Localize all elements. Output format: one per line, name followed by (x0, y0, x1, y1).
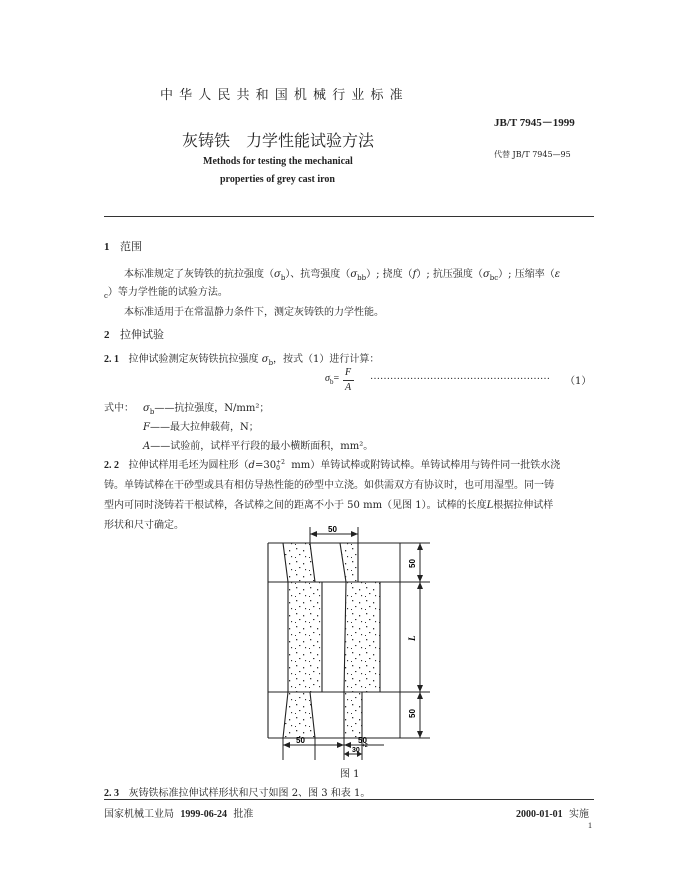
clause-2-2-line2: 铸。单铸试棒在干砂型或具有相仿导热性能的砂型中立浇。如供需双方有协议时，也可用湿型。同一铸 (104, 480, 554, 491)
arrow (417, 582, 423, 589)
clause-number: 2. 1 (104, 354, 119, 365)
section-title: 拉伸试验 (120, 328, 164, 341)
symbol: f (412, 269, 417, 280)
formula-leader-dots: ……………………………………………… (370, 371, 550, 382)
text-run: ）; 抗压强度（ (416, 269, 483, 280)
section-number: 2 (104, 329, 110, 341)
text-run: ）; 挠度（ (366, 269, 413, 280)
footer-issue (104, 805, 253, 820)
arrow (417, 685, 423, 692)
arrow (351, 531, 358, 537)
text-run: =30 (254, 460, 277, 471)
arrow (417, 692, 423, 699)
dimension-label-length: L (407, 635, 417, 641)
tolerance-upper: +2 (276, 458, 285, 466)
title-en-line1: Methods for testing the mechanical (203, 156, 353, 167)
subscript: b (329, 378, 334, 386)
figure-1-caption: 图 1 (340, 769, 360, 780)
symbol: L (486, 500, 494, 511)
subscript: bc (489, 274, 499, 282)
subscript: b (280, 274, 286, 282)
section-title: 范围 (120, 240, 142, 253)
dimension-label-right-bottom: 50 (408, 709, 417, 718)
document-title: 灰铸铁 力学性能试验方法 (182, 131, 375, 150)
text-run: mm）单铸试棒或附铸试棒。单铸试棒用与铸件同一批铁水浇 (291, 460, 561, 471)
approved-label: 批准 (233, 809, 254, 820)
subscript: b (149, 408, 155, 416)
symbol: σ (274, 269, 281, 280)
arrow (337, 742, 344, 748)
cast-bar-left (283, 543, 322, 738)
arrow (417, 731, 423, 738)
dimension-label-diameter: 30 (352, 747, 360, 754)
clause-2-2-line4: 形状和尺寸确定。 (104, 520, 184, 531)
issuer: 国家机械工业局 (104, 809, 174, 820)
arrow (344, 751, 349, 757)
equals-sign: = (333, 373, 340, 384)
subscript: b (268, 359, 274, 367)
title-en-line2: properties of grey cast iron (220, 174, 335, 185)
footer-implement (516, 805, 589, 820)
org-title: 中 华 人 民 共 和 国 机 械 行 业 标 准 (160, 88, 404, 103)
dimension-label-top: 50 (328, 525, 337, 534)
standard-number: JB/T 7945－1999 (494, 117, 575, 129)
cast-bar-right (340, 543, 380, 738)
symbol: σ (143, 403, 150, 414)
text-run: ——抗拉强度，N/mm²； (154, 403, 270, 414)
text-run: ，按式（1）进行计算： (273, 354, 380, 365)
dimension-label-bottom-mid: 50 (358, 736, 367, 745)
where-label: 式中： (104, 403, 134, 414)
text-run: ——最大拉伸载荷，N； (149, 422, 259, 433)
formula-denominator: A (345, 382, 352, 393)
text-run: 根据拉伸试样 (493, 500, 554, 511)
tolerance-lower: 0 (276, 464, 280, 472)
footer-rule (104, 799, 594, 800)
text-run: ）、抗弯强度（ (285, 269, 351, 280)
text-run: 型内可同时浇铸若干根试棒，各试棒之间的距离不小于 50 mm（见图 1）。试棒的长度 (104, 500, 487, 511)
dimension-label-bottom-left: 50 (296, 736, 305, 745)
implement-label: 实施 (569, 809, 590, 820)
text-run: ——试验前，试样平行段的最小横断面积，mm²。 (150, 441, 374, 452)
text-run: 本标准规定了灰铸铁的抗拉强度（ (124, 269, 274, 280)
formula-numerator: F (345, 367, 352, 378)
subscript: c (104, 292, 108, 300)
symbol: ε (554, 269, 561, 280)
text-run: ）; 压缩率（ (498, 269, 555, 280)
symbol: σ (325, 373, 330, 384)
replaces-note: 代替 JB/T 7945—95 (494, 150, 571, 159)
text-run: 灰铸铁标准拉伸试样形状和尺寸如图 2、图 3 和表 1。 (128, 788, 371, 799)
arrow (283, 742, 290, 748)
text-run: 拉伸试样用毛坯为圆柱形（ (128, 460, 249, 471)
arrow (310, 531, 317, 537)
arrow (417, 575, 423, 582)
symbol: σ (350, 269, 358, 280)
arrow (344, 742, 351, 748)
symbol: A (143, 441, 151, 452)
symbol: F (143, 422, 150, 433)
implementation-date: 2000-01-01 (516, 809, 563, 820)
page-number: 1 (588, 821, 592, 830)
section-number: 1 (104, 241, 110, 253)
dimension-label-tolerance: +2 (362, 743, 368, 749)
symbol: σ (482, 269, 490, 280)
clause-number: 2. 2 (104, 460, 119, 471)
formula-number: （1） (565, 376, 592, 387)
clause-2-3 (104, 784, 370, 799)
text-run: 拉伸试验测定灰铸铁抗拉强度 (128, 354, 259, 365)
arrow (417, 543, 423, 550)
symbol: σ (261, 354, 269, 365)
issue-date: 1999-06-24 (180, 809, 228, 820)
text-run: ）等力学性能的试验方法。 (107, 287, 228, 298)
clause-number: 2. 3 (104, 788, 119, 799)
symbol: d (248, 460, 255, 471)
subscript: bb (357, 274, 367, 282)
dimension-label-right-top: 50 (408, 559, 417, 568)
scope-paragraph-2: 本标准适用于在常温静力条件下，测定灰铸铁的力学性能。 (124, 307, 384, 318)
